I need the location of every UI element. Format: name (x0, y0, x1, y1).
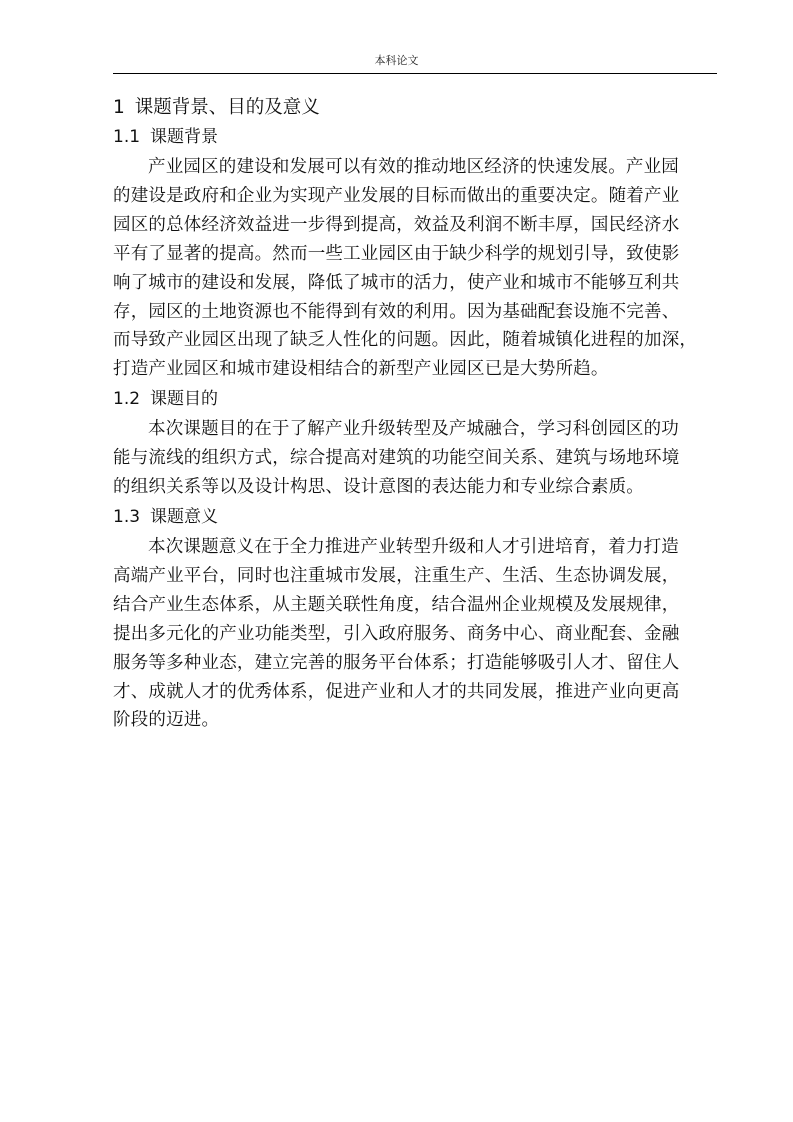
paragraph-line: 阶段的迈进。 (113, 710, 220, 731)
paragraph-line: 结合产业生态体系，从主题关联性角度，结合温州企业规模及发展规律， (113, 594, 680, 615)
paragraph-line: 提出多元化的产业功能类型，引入政府服务、商务中心、商业配套、金融 (113, 623, 680, 644)
paragraph-line: 本次课题目的在于了解产业升级转型及产城融合，学习科创园区的功 (148, 419, 679, 440)
objective-paragraph (113, 415, 717, 502)
section-heading-1-2 (113, 384, 717, 415)
section-title: 课题意义 (150, 506, 219, 527)
paragraph-line: 本次课题意义在于全力推进产业转型升级和人才引进培育，着力打造 (148, 536, 679, 557)
paragraph-line: 的建设是政府和企业为实现产业发展的目标而做出的重要决定。随着产业 (113, 185, 680, 206)
section-number: 1.3 (113, 506, 141, 527)
paragraph-line: 产业园区的建设和发展可以有效的推动地区经济的快速发展。产业园 (148, 157, 679, 177)
paragraph-line: 平有了显著的提高。然而一些工业园区由于缺少科学的规划引导，致使影 (113, 243, 680, 264)
header-divider (113, 73, 717, 74)
section-title: 课题背景、目的及意义 (134, 97, 320, 118)
paragraph-line: 高端产业平台，同时也注重城市发展，注重生产、生活、生态协调发展， (113, 565, 680, 586)
page-header-title: 本科论文 (374, 54, 419, 67)
paragraph-line: 响了城市的建设和发展，降低了城市的活力，使产业和城市不能够互利共 (113, 272, 680, 293)
section-heading-1-3 (113, 502, 717, 533)
paragraph-line: 服务等多种业态，建立完善的服务平台体系；打造能够吸引人才、留住人 (113, 652, 680, 673)
paragraph-line: 存，园区的土地资源也不能得到有效的利用。因为基础配套设施不完善、 (113, 301, 680, 322)
paragraph-line: 园区的总体经济效益进一步得到提高，效益及利润不断丰厚，国民经济水 (113, 214, 680, 235)
document-body (113, 93, 717, 735)
paragraph-line: 才、成就人才的优秀体系，促进产业和人才的共同发展，推进产业向更高 (113, 681, 680, 702)
section-heading-1 (113, 93, 717, 122)
section-title: 课题背景 (150, 127, 219, 147)
section-heading-1-1 (113, 122, 717, 153)
paragraph-line: 打造产业园区和城市建设相结合的新型产业园区已是大势所趋。 (113, 359, 609, 380)
background-paragraph (113, 153, 717, 384)
paragraph-line: 的组织关系等以及设计构思、设计意图的表达能力和专业综合素质。 (113, 477, 644, 498)
significance-paragraph (113, 533, 717, 735)
section-number: 1.1 (113, 127, 141, 147)
section-title: 课题目的 (150, 389, 219, 410)
paragraph-line: 而导致产业园区出现了缺乏人性化的问题。因此，随着城镇化进程的加深， (113, 330, 698, 351)
section-number: 1.2 (113, 389, 141, 410)
section-number: 1 (113, 97, 125, 118)
paragraph-line: 能与流线的组织方式，综合提高对建筑的功能空间关系、建筑与场地环境 (113, 448, 680, 469)
